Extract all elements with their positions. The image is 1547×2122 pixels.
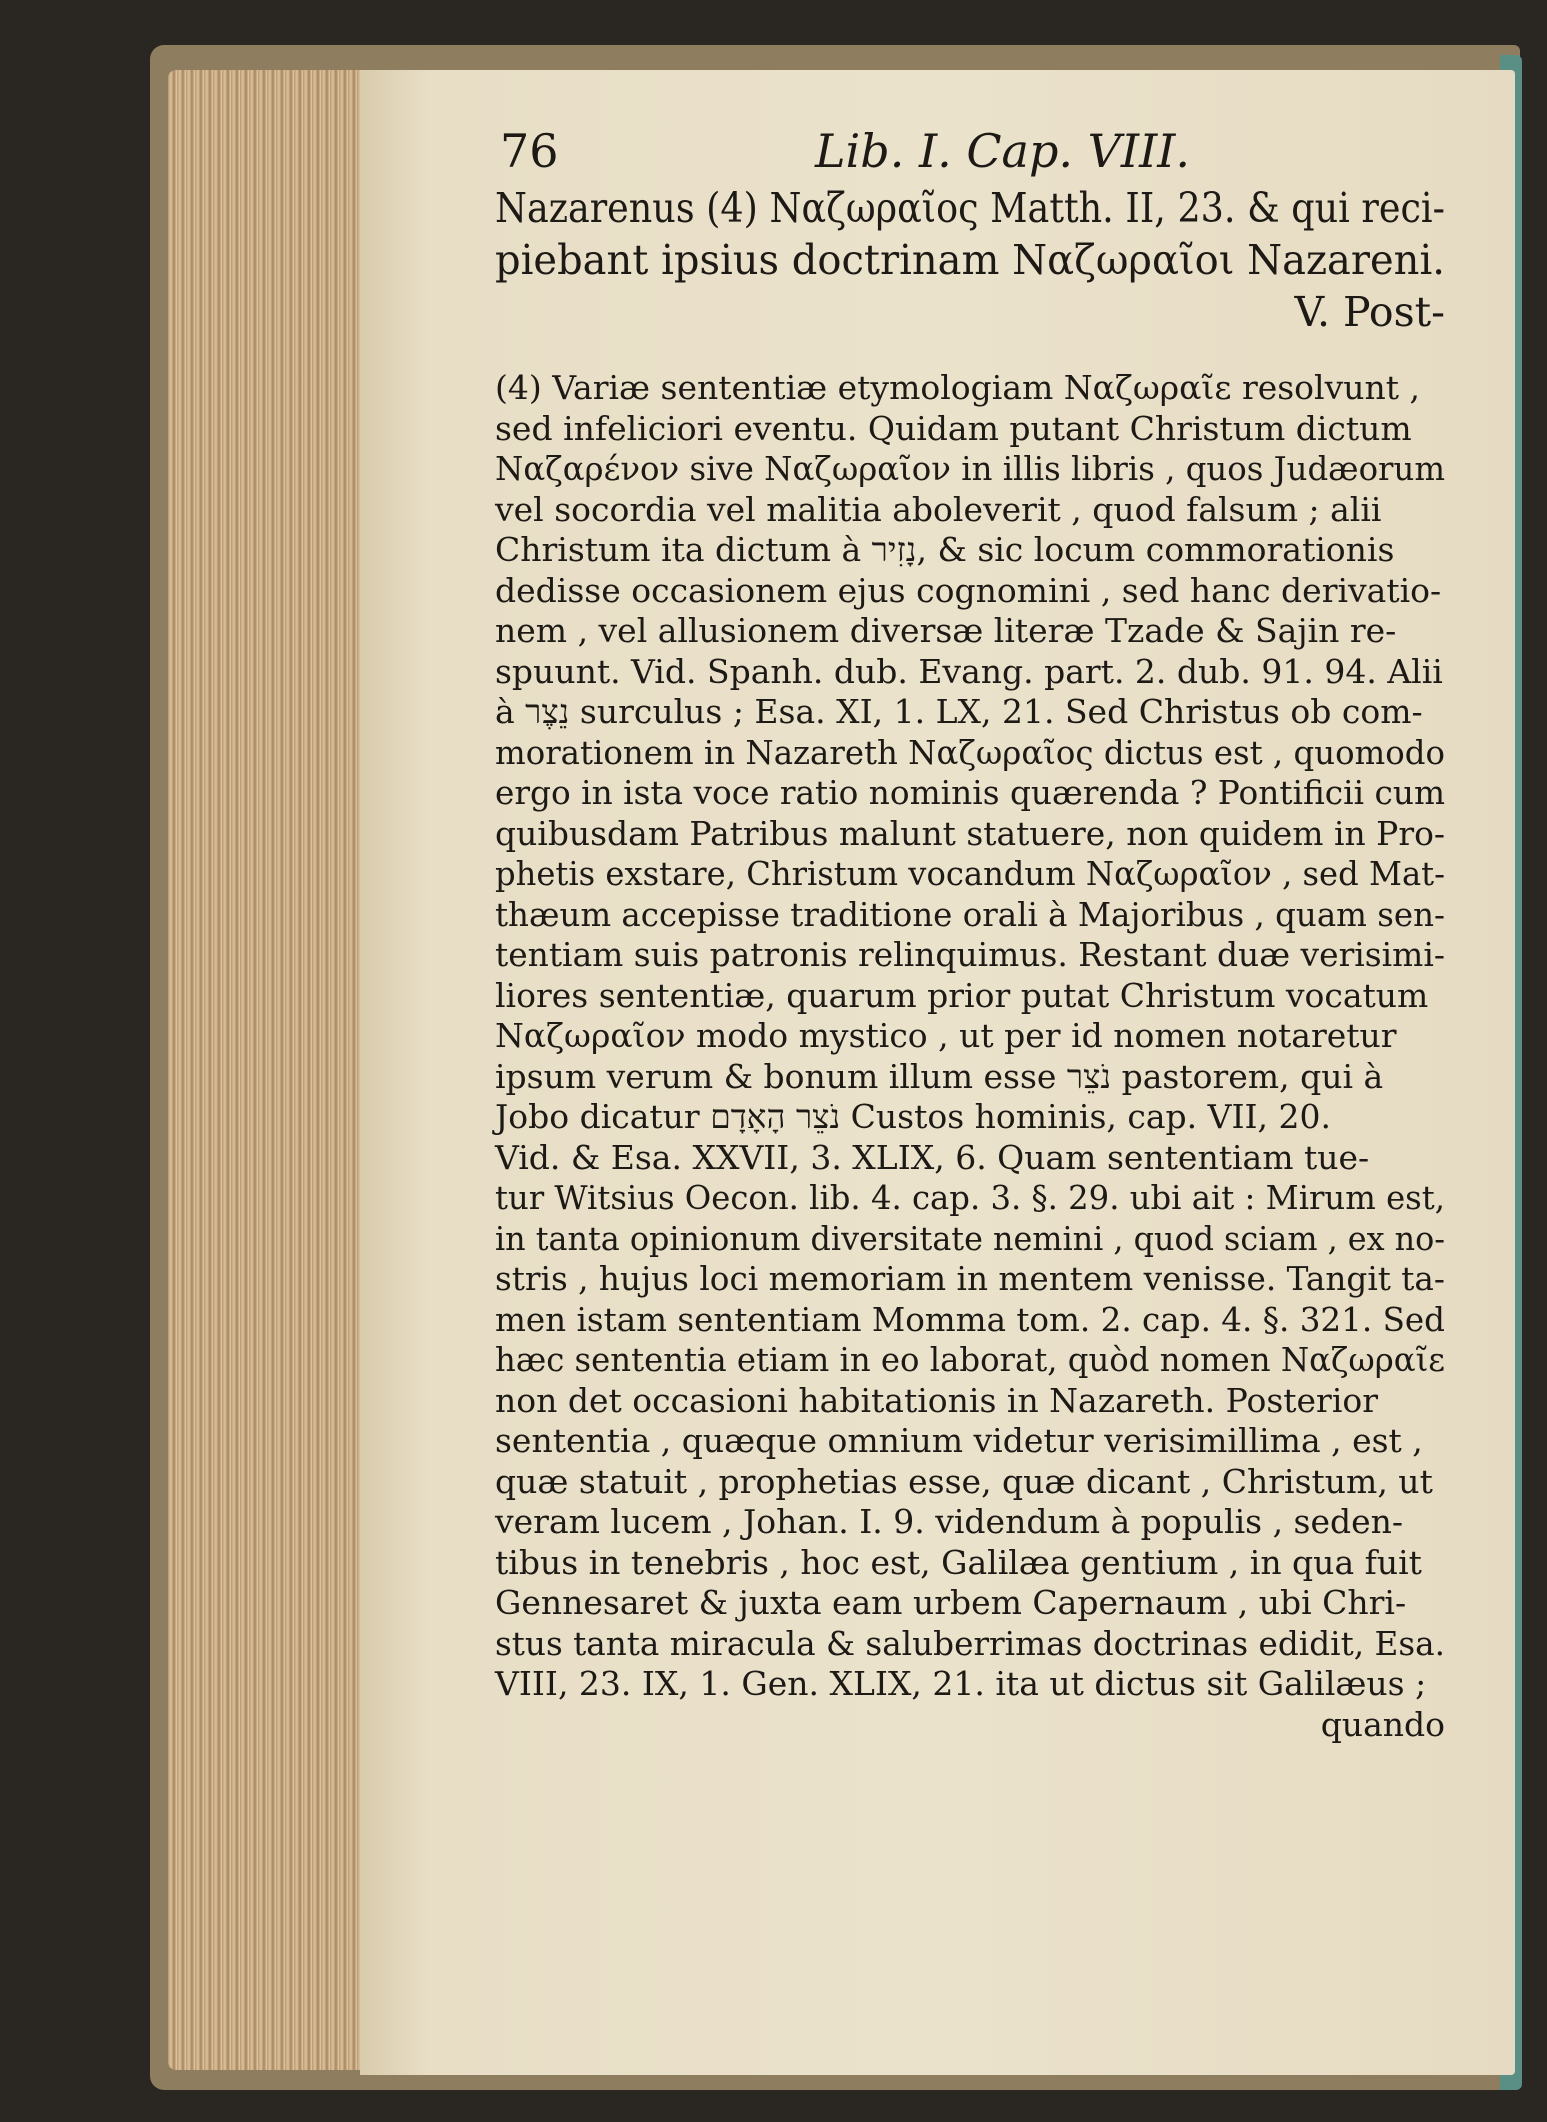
footnote-line: stris , hujus loci memoriam in mentem venisse. Tangit ta- bbox=[495, 1259, 1445, 1298]
footnote-line: sententia , quæque omnium videtur verisimillima , est , bbox=[495, 1421, 1423, 1460]
footnote-line: Jobo dicatur נֹצֵר הָאָדָם Custos hominis, cap. VII, 20. bbox=[495, 1097, 1331, 1136]
page-number: 76 bbox=[500, 124, 559, 178]
footnote-line: Ναζαρένον sive Ναζωραῖον in illis libris , quos Judæorum bbox=[495, 449, 1446, 488]
footnote-line: sed infeliciori eventu. Quidam putant Christum dictum bbox=[495, 408, 1412, 448]
footnote-line: VIII, 23. IX, 1. Gen. XLIX, 21. ita ut dictus sit Galilæus ; bbox=[495, 1664, 1427, 1703]
page-content bbox=[495, 120, 1445, 1745]
page-header bbox=[495, 120, 1445, 182]
footnote-line: (4) Variæ sententiæ etymologiam Ναζωραῖε resolvunt , bbox=[495, 368, 1420, 407]
running-head: Lib. I. Cap. VIII. bbox=[815, 124, 1191, 178]
footnote-line: Gennesaret & juxta eam urbem Capernaum , ubi Chri- bbox=[495, 1583, 1407, 1622]
footnote-line: ergo in ista voce ratio nominis quærenda ? Pontificii cum bbox=[495, 773, 1446, 812]
footnote-line: tentiam suis patronis relinquimus. Restant duæ verisimi- bbox=[495, 935, 1445, 974]
footnote-line: tibus in tenebris , hoc est, Galilæa gentium , in qua fuit bbox=[495, 1542, 1422, 1582]
footnote-line: liores sententiæ, quarum prior putat Christum vocatum bbox=[495, 975, 1429, 1015]
main-text bbox=[495, 182, 1445, 338]
footnote-line: veram lucem , Johan. I. 9. videndum à populis , seden- bbox=[495, 1502, 1404, 1541]
footnote-line: dedisse occasionem ejus cognomini , sed hanc derivatio- bbox=[495, 570, 1442, 610]
footnote-line: in tanta opinionum diversitate nemini , quod sciam , ex no- bbox=[495, 1218, 1446, 1258]
footnote-line: ipsum verum & bonum illum esse נֹצֵר pastorem, qui à bbox=[495, 1056, 1384, 1096]
footnote-line: Ναζωραῖον modo mystico , ut per id nomen notaretur bbox=[495, 1016, 1397, 1055]
main-catchword: V. Post- bbox=[1294, 288, 1445, 336]
footnote-line: Christum ita dictum à נָזִיר, & sic locum commorationis bbox=[495, 530, 1395, 569]
footnote-line: phetis exstare, Christum vocandum Ναζωραῖον , sed Mat- bbox=[495, 854, 1445, 893]
footnote-line: quæ statuit , prophetias esse, quæ dicant , Christum, ut bbox=[495, 1461, 1433, 1501]
footnote-line: hæc sententia etiam in eo laborat, quòd nomen Ναζωραῖε bbox=[495, 1340, 1446, 1379]
footnote-line: men istam sententiam Momma tom. 2. cap. 4. §. 321. Sed bbox=[495, 1299, 1446, 1339]
footnote-catchword: quando bbox=[1320, 1704, 1445, 1744]
footnote-line: morationem in Nazareth Ναζωραῖος dictus est , quomodo bbox=[495, 732, 1445, 772]
footnote-line: à נֵצֶר surculus ; Esa. XI, 1. LX, 21. Sed Christus ob com- bbox=[495, 692, 1423, 731]
footnote-line: tur Witsius Oecon. lib. 4. cap. 3. §. 29. ubi ait : Mirum est, bbox=[495, 1178, 1445, 1217]
page-edges bbox=[168, 70, 368, 2070]
footnote-line: nem , vel allusionem diversæ literæ Tzade & Sajin re- bbox=[495, 611, 1397, 650]
footnote bbox=[495, 368, 1445, 1745]
footnote-line: spuunt. Vid. Spanh. dub. Evang. part. 2. dub. 91. 94. Alii bbox=[495, 651, 1443, 691]
footnote-line: Vid. & Esa. XXVII, 3. XLIX, 6. Quam sententiam tue- bbox=[495, 1137, 1370, 1177]
footnote-line: thæum accepisse traditione orali à Majoribus , quam sen- bbox=[495, 894, 1445, 934]
footnote-line: stus tanta miracula & saluberrimas doctrinas edidit, Esa. bbox=[495, 1623, 1446, 1663]
footnote-line: non det occasioni habitationis in Nazareth. Posterior bbox=[495, 1380, 1379, 1420]
main-text-line: Nazarenus (4) Ναζωραῖος Matth. II, 23. & qui reci- bbox=[495, 184, 1445, 232]
main-text-line: piebant ipsius doctrinam Ναζωραῖοι Nazareni. bbox=[495, 236, 1445, 284]
footnote-line: vel socordia vel malitia aboleverit , quod falsum ; alii bbox=[495, 489, 1382, 529]
footnote-line: quibusdam Patribus malunt statuere, non quidem in Pro- bbox=[495, 813, 1446, 853]
